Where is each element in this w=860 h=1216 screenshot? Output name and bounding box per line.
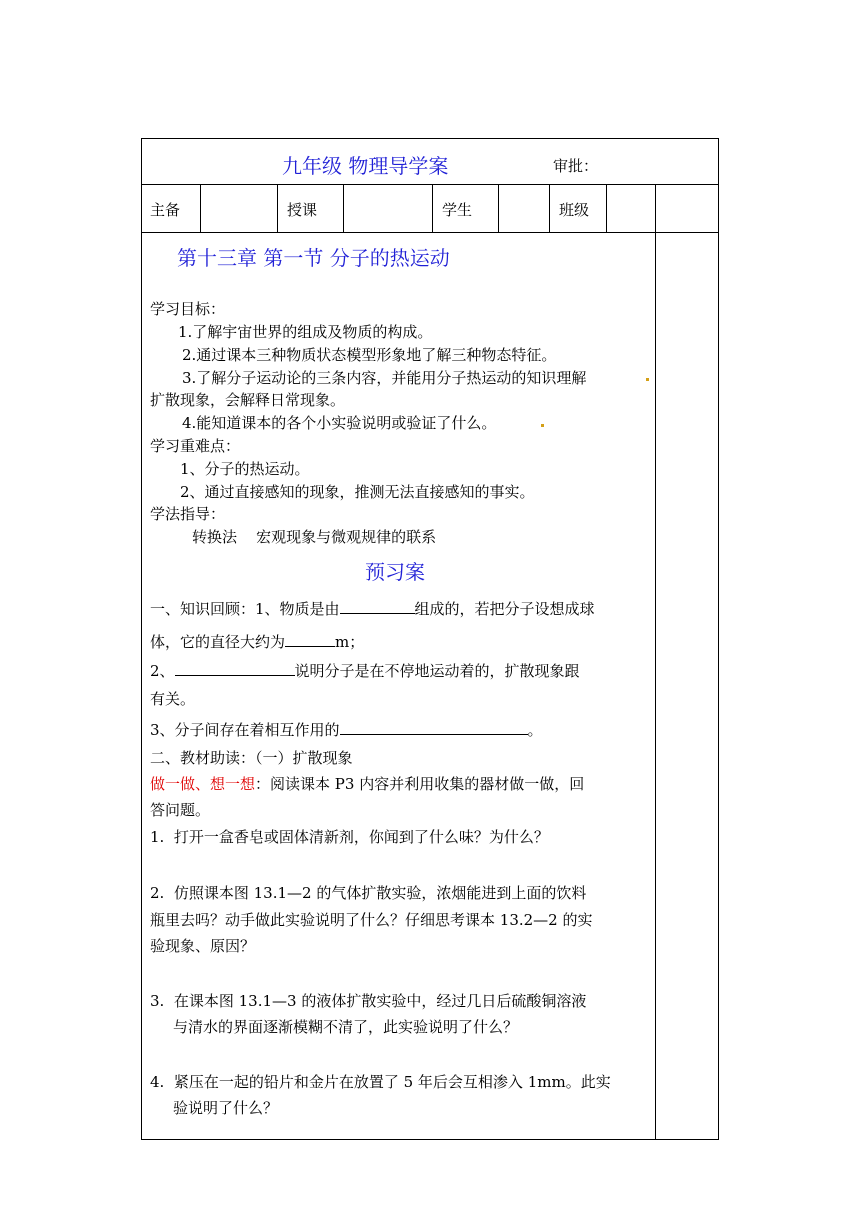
activity-line <box>150 773 584 794</box>
keypoint-item: 1、分子的热运动。 <box>180 460 310 478</box>
activity-label: 做一做、想一想 <box>150 775 256 793</box>
question-item: 验现象、原因？ <box>150 937 256 955</box>
review-q1-text-c: 体，它的直径大约为 <box>150 633 286 651</box>
lead-label: 主备 <box>150 201 181 219</box>
review-q2-text-a: 2、 <box>150 662 175 680</box>
class-label: 班级 <box>559 201 590 219</box>
question-item: 3. 在课本图 13.1—3 的液体扩散实验中，经过几日后硫酸铜溶液 <box>150 992 587 1010</box>
review-q3-text-a: 3、分子间存在着相互作用的 <box>150 721 340 739</box>
activity-text: ：阅读课本 P3 内容并利用收集的器材做一做，回 <box>255 775 585 793</box>
question-item: 与清水的界面逐渐模糊不清了，此实验说明了什么？ <box>173 1018 519 1036</box>
table-col-divider <box>343 184 344 232</box>
question-item: 瓶里去吗？动手做此实验说明了什么？仔细思考课本 13.2—2 的实 <box>150 911 593 929</box>
review-q1-line1 <box>150 598 595 619</box>
keypoint-item: 2、通过直接感知的现象，推测无法直接感知的事实。 <box>180 483 535 501</box>
page-title: 九年级 物理导学案 <box>282 154 449 178</box>
method-heading: 学法指导： <box>150 505 226 523</box>
review-q1-text-b: 组成的，若把分子设想成球 <box>414 600 595 618</box>
fill-blank[interactable] <box>340 598 415 614</box>
mark-dot <box>541 424 544 427</box>
review-q2-text-b: 说明分子是在不停地运动着的，扩散现象跟 <box>294 662 580 680</box>
objective-item: 2.通过课本三种物质状态模型形象地了解三种物态特征。 <box>182 346 557 364</box>
method-text: 转换法 宏观现象与微观规律的联系 <box>192 528 437 546</box>
table-col-divider <box>200 184 201 232</box>
objectives-heading: 学习目标： <box>150 300 226 318</box>
student-label: 学生 <box>442 201 473 219</box>
review-q1-line2 <box>150 631 364 652</box>
table-row-divider <box>141 232 719 233</box>
activity-text-cont: 答问题。 <box>150 801 211 819</box>
review-q1-text-a: 一、知识回顾：1、物质是由 <box>150 600 340 618</box>
question-item: 验说明了什么？ <box>173 1099 279 1117</box>
approval-label: 审批： <box>553 157 599 175</box>
teach-label: 授课 <box>287 201 318 219</box>
reading-heading: 二、教材助读：（一）扩散现象 <box>150 749 353 767</box>
question-item: 2. 仿照课本图 13.1—2 的气体扩散实验，浓烟能进到上面的饮料 <box>150 884 587 902</box>
fill-blank[interactable] <box>175 660 295 676</box>
fill-blank[interactable] <box>285 631 335 647</box>
review-q3-line <box>150 719 543 740</box>
review-q1-text-d: m； <box>335 633 365 651</box>
section-title: 第十三章 第一节 分子的热运动 <box>177 246 450 270</box>
table-col-divider <box>498 184 499 232</box>
keypoints-heading: 学习重难点： <box>150 437 241 455</box>
objective-item: 扩散现象，会解释日常现象。 <box>150 391 346 409</box>
review-q3-text-b: 。 <box>527 721 543 739</box>
objective-item: 4.能知道课本的各个小实验说明或验证了什么。 <box>182 414 497 432</box>
table-col-divider <box>606 184 607 232</box>
table-row-divider <box>141 184 719 185</box>
objective-item: 1.了解宇宙世界的组成及物质的构成。 <box>178 323 433 341</box>
fill-blank[interactable] <box>340 719 528 735</box>
review-q2-line1 <box>150 660 580 681</box>
preview-title: 预习案 <box>365 560 425 584</box>
table-col-divider <box>549 184 550 232</box>
table-col-divider <box>432 184 433 232</box>
question-item: 4. 紧压在一起的铅片和金片在放置了 5 年后会互相渗入 1mm。此实 <box>150 1073 611 1091</box>
objective-item: 3.了解分子运动论的三条内容，并能用分子热运动的知识理解 <box>182 369 587 387</box>
mark-dot <box>646 378 649 381</box>
review-q2-text-c: 有关。 <box>150 690 196 708</box>
table-col-divider <box>277 184 278 232</box>
table-col-divider <box>655 184 656 1140</box>
question-item: 1. 打开一盒香皂或固体清新剂，你闻到了什么味？为什么？ <box>150 828 549 846</box>
